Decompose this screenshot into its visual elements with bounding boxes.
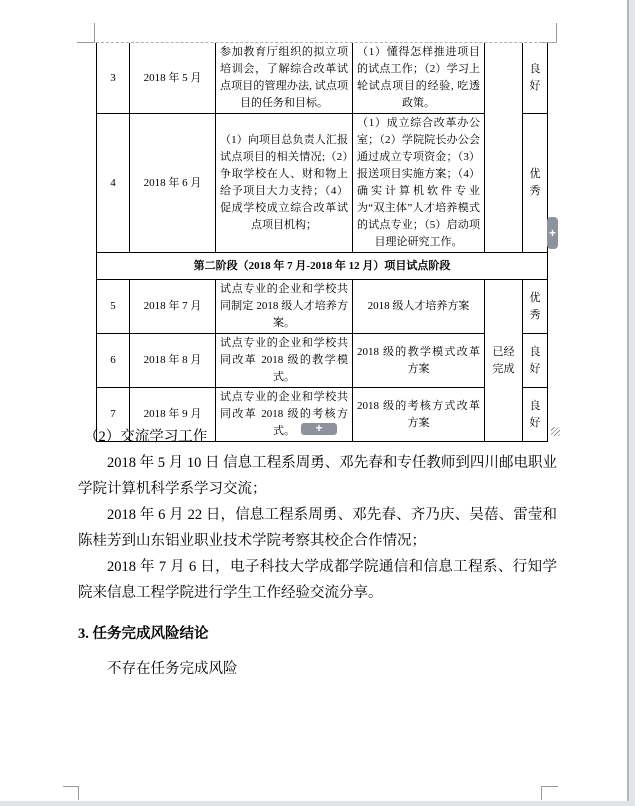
margin-mark-bottom-left-h bbox=[63, 786, 79, 787]
margin-mark-bottom-left-v bbox=[78, 786, 79, 800]
table-row bbox=[97, 334, 548, 388]
cell-date: 2018 年 8 月 bbox=[130, 334, 216, 388]
margin-mark-top-right-v bbox=[556, 23, 557, 42]
cell-work: 试点专业的企业和学校共同制定 2018 级人才培养方案。 bbox=[216, 280, 353, 334]
cell-seq: 4 bbox=[97, 114, 130, 253]
cell-work: （1）向项目总负责人汇报试点项目的相关情况;（2）争取学校在人、财和物上给予项目大力支持；（4）促成学校成立综合改革试点项目机构； bbox=[216, 114, 353, 253]
cell-work: 参加教育厅组织的拟立项培训会，了解综合改革试点项目的管理办法, 试点项目的任务和目标。 bbox=[216, 43, 353, 114]
cell-date: 2018 年 9 月 bbox=[130, 388, 216, 442]
margin-mark-top-left-h bbox=[77, 42, 95, 43]
cell-grade: 良好 bbox=[523, 388, 548, 442]
cell-seq: 5 bbox=[97, 280, 130, 334]
cell-outcome: 2018 级人才培养方案 bbox=[353, 280, 485, 334]
cell-work: 试点专业的企业和学校共同改革 2018 级的教学模式。 bbox=[216, 334, 353, 388]
cell-grade: 良好 bbox=[523, 43, 548, 114]
cell-seq: 3 bbox=[97, 43, 130, 114]
margin-mark-top-left-v bbox=[94, 23, 95, 42]
table-row bbox=[97, 43, 548, 114]
margin-mark-bottom-right-v bbox=[541, 786, 542, 800]
cell-outcome: （1）懂得怎样推进项目的试点工作；（2）学习上轮试点项目的经验, 吃透政策。 bbox=[353, 43, 485, 114]
page-bottom-gap bbox=[0, 801, 635, 806]
table-resize-handle-icon[interactable] bbox=[551, 427, 560, 436]
stage-header-row bbox=[97, 253, 548, 280]
cell-date: 2018 年 6 月 bbox=[130, 114, 216, 253]
cell-outcome: 2018 级的考核方式改革方案 bbox=[353, 388, 485, 442]
window-right-edge bbox=[629, 0, 635, 806]
cell-grade: 良好 bbox=[523, 334, 548, 388]
section2-heading: （2）交流学习工作 bbox=[84, 429, 208, 445]
paragraph: 2018 年 5 月 10 日 信息工程系周勇、邓先春和专任教师到四川邮电职业学院计算机科学系学习交流； bbox=[78, 455, 557, 497]
document-body bbox=[78, 424, 557, 682]
margin-mark-bottom-right-h bbox=[541, 786, 558, 787]
table-row bbox=[97, 114, 548, 253]
cell-status-merged: 已经完成 bbox=[485, 280, 523, 442]
cell-status-empty bbox=[485, 43, 523, 253]
cell-date: 2018 年 5 月 bbox=[130, 43, 216, 114]
table-plus-handle-right[interactable]: + bbox=[547, 217, 558, 249]
scrollbar-track-edge[interactable] bbox=[627, 0, 629, 806]
cell-grade: 优秀 bbox=[523, 280, 548, 334]
paragraph: 2018 年 6 月 22 日，信息工程系周勇、邓先春、齐乃庆、吴蓓、雷莹和陈桂芳到山东铝业职业技术学院考察其校企合作情况； bbox=[78, 507, 557, 549]
stage-header: 第二阶段（2018 年 7 月-2018 年 12 月）项目试点阶段 bbox=[97, 253, 548, 280]
table-plus-handle-bottom[interactable]: + bbox=[301, 423, 337, 435]
section3-heading: 3. 任务完成风险结论 bbox=[78, 626, 209, 642]
cell-date: 2018 年 7 月 bbox=[130, 280, 216, 334]
cell-seq: 7 bbox=[97, 388, 130, 442]
cell-outcome: （1）成立综合改革办公室；（2）学院院长办公会通过成立专项资金；（3）报送项目实施方案；（4）确实计算机软件专业为“双主体”人才培养模式的试点专业；（5）启动项目理论研究工作。 bbox=[353, 114, 485, 253]
cell-work: 试点专业的企业和学校共同改革 2018 级的考核方式。 bbox=[216, 388, 353, 442]
table-row bbox=[97, 280, 548, 334]
cell-outcome: 2018 级的教学模式改革方案 bbox=[353, 334, 485, 388]
cell-seq: 6 bbox=[97, 334, 130, 388]
paragraph: 2018 年 7 月 6 日，电子科技大学成都学院通信和信息工程系、行知学院来信息工程学院进行学生工作经验交流分享。 bbox=[78, 559, 557, 601]
section3-body: 不存在任务完成风险 bbox=[107, 661, 238, 677]
cell-grade: 优秀 bbox=[523, 114, 548, 253]
milestone-table bbox=[96, 43, 548, 442]
